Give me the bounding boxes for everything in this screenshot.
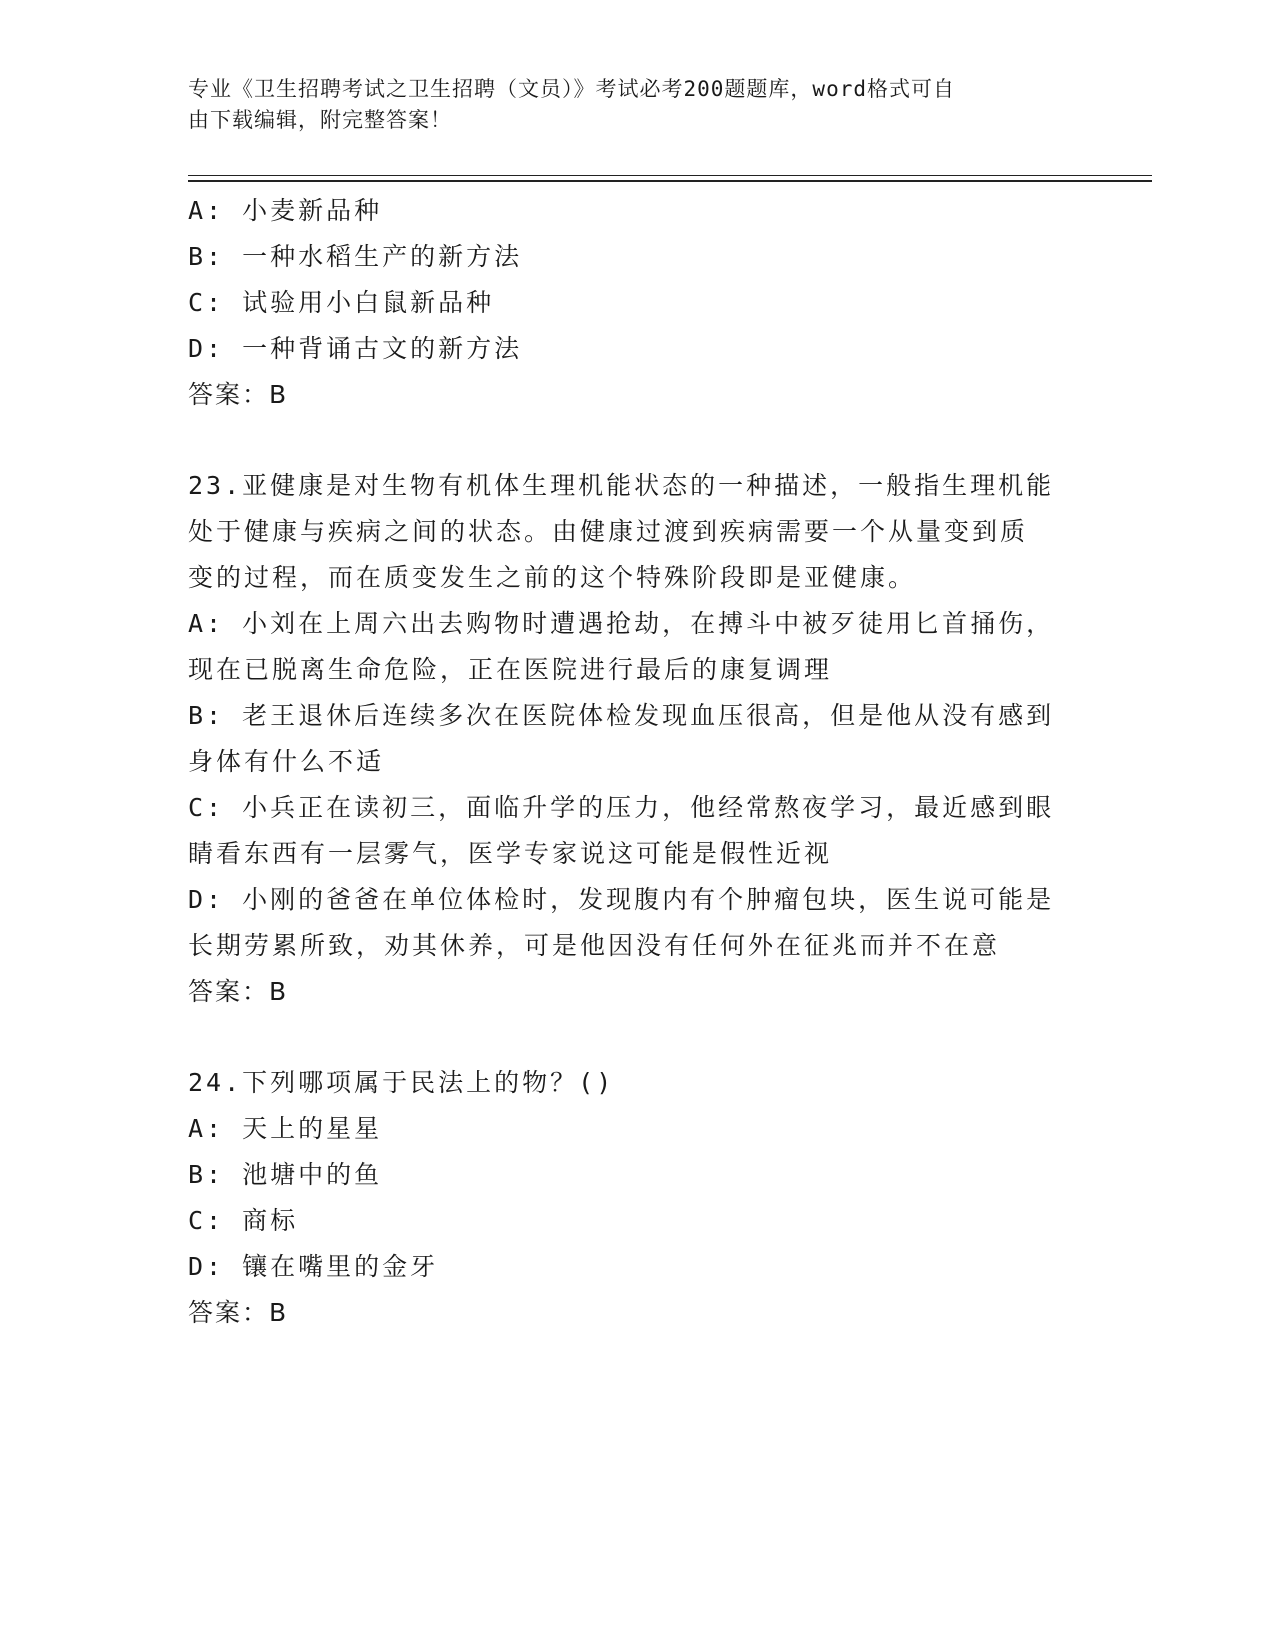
header-line-1: 专业《卫生招聘考试之卫生招聘（文员）》考试必考200题题库，word格式可自 xyxy=(188,77,955,101)
document-header xyxy=(188,74,1068,136)
option-b: B: 一种水稻生产的新方法 xyxy=(188,242,523,271)
option-c: C: 试验用小白鼠新品种 xyxy=(188,288,495,317)
answer-line: 答案：B xyxy=(188,380,289,409)
option-a-line-1: A: 小刘在上周六出去购物时遭遇抢劫，在搏斗中被歹徒用匕首捅伤， xyxy=(188,609,1055,638)
question-stem-line-1: 23.亚健康是对生物有机体生理机能状态的一种描述，一般指生理机能 xyxy=(188,471,1055,500)
answer-line: 答案：B xyxy=(188,1298,289,1327)
option-d-line-2: 长期劳累所致，劝其休养，可是他因没有任何外在征兆而并不在意 xyxy=(188,931,1001,960)
question-22 xyxy=(188,188,1088,418)
option-c-line-1: C: 小兵正在读初三，面临升学的压力，他经常熬夜学习，最近感到眼 xyxy=(188,793,1055,822)
question-spacer xyxy=(188,1015,1088,1060)
option-a: A: 天上的星星 xyxy=(188,1114,383,1143)
header-line-2: 由下载编辑，附完整答案！ xyxy=(188,108,452,132)
question-24 xyxy=(188,1060,1088,1336)
question-spacer xyxy=(188,418,1088,463)
option-c-line-2: 睛看东西有一层雾气，医学专家说这可能是假性近视 xyxy=(188,839,833,868)
option-a: A: 小麦新品种 xyxy=(188,196,383,225)
question-stem-line-3: 变的过程，而在质变发生之前的这个特殊阶段即是亚健康。 xyxy=(188,563,917,592)
option-b: B: 池塘中的鱼 xyxy=(188,1160,383,1189)
option-a-line-2: 现在已脱离生命危险，正在医院进行最后的康复调理 xyxy=(188,655,833,684)
question-23 xyxy=(188,463,1088,1015)
option-c: C: 商标 xyxy=(188,1206,299,1235)
option-b-line-2: 身体有什么不适 xyxy=(188,747,385,776)
header-divider-thin xyxy=(188,175,1152,176)
answer-line: 答案：B xyxy=(188,977,289,1006)
option-d: D: 镶在嘴里的金牙 xyxy=(188,1252,439,1281)
option-b-line-1: B: 老王退休后连续多次在医院体检发现血压很高，但是他从没有感到 xyxy=(188,701,1055,730)
question-list xyxy=(188,188,1088,1336)
question-stem: 24.下列哪项属于民法上的物？() xyxy=(188,1068,615,1097)
question-stem-line-2: 处于健康与疾病之间的状态。由健康过渡到疾病需要一个从量变到质 xyxy=(188,517,1029,546)
header-divider-thick xyxy=(188,180,1152,182)
option-d: D: 一种背诵古文的新方法 xyxy=(188,334,523,363)
option-d-line-1: D: 小刚的爸爸在单位体检时，发现腹内有个肿瘤包块，医生说可能是 xyxy=(188,885,1055,914)
